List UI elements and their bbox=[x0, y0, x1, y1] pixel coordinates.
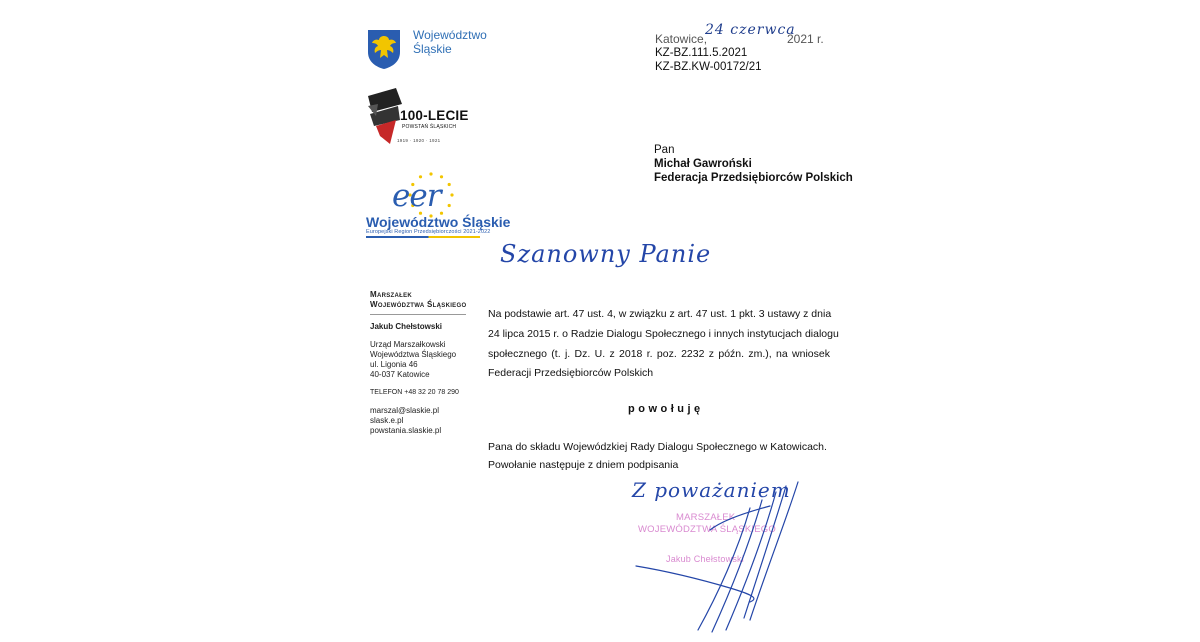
sidebar-website-1[interactable]: slask.e.pl bbox=[370, 416, 404, 425]
body-paragraph1-line4: Federacji Przedsiębiorców Polskich bbox=[488, 367, 654, 379]
anniversary-years: 1919 · 1920 · 1921 bbox=[397, 138, 441, 143]
sidebar-address-2: Województwa Śląskiego bbox=[370, 350, 457, 359]
addressee-name: Michał Gawroński bbox=[654, 158, 752, 170]
reference-number-1: KZ-BZ.111.5.2021 bbox=[655, 47, 748, 59]
sidebar-address-4: 40-037 Katowice bbox=[370, 370, 430, 379]
letter-place: Katowice, bbox=[655, 32, 708, 46]
sidebar-title-line2: Województwa Śląskiego bbox=[370, 300, 467, 309]
stamp-line2: WOJEWÓDZTWA ŚLĄSKIEGO bbox=[638, 524, 776, 535]
sidebar-title-line1: Marszałek bbox=[370, 290, 413, 299]
body-paragraph1-line1: Na podstawie art. 47 ust. 4, w związku z art. 47 ust. 1 pkt. 3 ustawy z dnia bbox=[488, 308, 832, 320]
brand-name-line1: Województwo bbox=[413, 28, 487, 42]
uprisings-anniversary-graphic bbox=[366, 86, 404, 146]
handwritten-signature bbox=[600, 470, 820, 640]
eer-region-name: Województwo Śląskie bbox=[366, 214, 511, 230]
eer-logo-mark: eer bbox=[392, 178, 441, 214]
sidebar-name: Jakub Chełstowski bbox=[370, 322, 443, 331]
anniversary-title: 100-LECIE bbox=[400, 108, 469, 123]
anniversary-subtitle: POWSTAŃ ŚLĄSKICH bbox=[402, 124, 457, 130]
silesia-crest-logo bbox=[366, 28, 402, 70]
addressee-title: Pan bbox=[654, 144, 675, 156]
brand-name-line2: Śląskie bbox=[413, 42, 452, 56]
eer-color-bar bbox=[366, 236, 480, 238]
sidebar-address-3: ul. Ligonia 46 bbox=[370, 360, 418, 369]
eer-subtitle: Europejski Region Przedsiębiorczości 2021-2022 bbox=[366, 229, 491, 235]
body-paragraph2-line2: Powołanie następuje z dniem podpisania bbox=[488, 459, 679, 471]
reference-number-2: KZ-BZ.KW-00172/21 bbox=[655, 61, 762, 73]
addressee-organization: Federacja Przedsiębiorców Polskich bbox=[654, 172, 853, 184]
sidebar-address-1: Urząd Marszałkowski bbox=[370, 340, 446, 349]
appointment-word: powołuję bbox=[628, 403, 704, 415]
body-paragraph2-line1: Pana do składu Wojewódzkiej Rady Dialogu Społecznego w Katowicach. bbox=[488, 441, 827, 453]
letter-year: 2021 r. bbox=[787, 32, 824, 46]
stamp-line1: MARSZAŁEK bbox=[676, 512, 736, 523]
handwritten-date: 24 czerwca bbox=[705, 22, 796, 38]
handwritten-regards: Z poważaniem bbox=[632, 478, 791, 502]
sidebar-divider bbox=[370, 314, 466, 315]
body-paragraph1-line2: 24 lipca 2015 r. o Radzie Dialogu Społecznego i innych instytucjach dialogu bbox=[488, 328, 839, 340]
sidebar-website-2[interactable]: powstania.slaskie.pl bbox=[370, 426, 442, 435]
body-paragraph1-line3: społecznego (t. j. Dz. U. z 2018 r. poz. 2232 z późn. zm.), na wniosek bbox=[488, 348, 830, 360]
sidebar-email[interactable]: marszal@slaskie.pl bbox=[370, 406, 440, 415]
stamp-line3: Jakub Chełstowski bbox=[666, 554, 744, 564]
handwritten-salutation: Szanowny Panie bbox=[500, 240, 712, 268]
sidebar-phone: TELEFON +48 32 20 78 290 bbox=[370, 389, 459, 396]
